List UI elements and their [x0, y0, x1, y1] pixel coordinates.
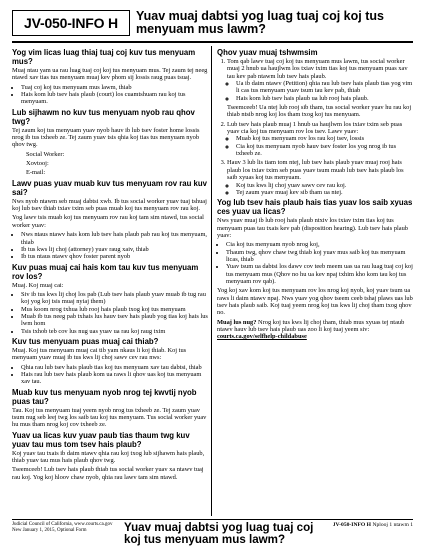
- footer-rule: [12, 519, 413, 520]
- bullet-list: [12, 231, 208, 260]
- list-item: • Ib tus kws lij choj (attorney) yuav raug xaiv, thiab: [21, 246, 208, 253]
- paragraph: Muaj. Koj tus menyuam muaj cai tib yam nkaus li koj thiab. Koj tus menyuam yuav muaj ib tus kws lij choj sawv cev rau nws:: [12, 346, 187, 362]
- right-column: [217, 46, 413, 343]
- section-heading: Yuav ua licas kuv yuav paub tias thaum twg kuv yuav tau mus tom tsev hais plaub?: [12, 430, 190, 449]
- bullet-list: [227, 182, 413, 197]
- footer-date: New January 1, 2015, Optional Form: [12, 528, 87, 533]
- contact-line: E-mail:: [26, 169, 46, 177]
- footer-title: Yuav muaj dabtsi yog luag tuaj coj koj tus menyuam mus lawm?: [124, 521, 314, 546]
- list-item: • Mus koom nrog txhua lub rooj hais plaub txog koj tus menyuam: [21, 306, 208, 313]
- step-item: [227, 58, 413, 119]
- step-text: Lub tsev hais plaub muaj 1 hnub ua haujlwm los txiav txim seb puas yuav cia koj tus menyuam rov los tsev. Lawv yuav:: [227, 120, 403, 136]
- page-header: [12, 10, 413, 42]
- self-help-link[interactable]: courts.ca.gov/selfhelp-childabuse: [217, 333, 307, 341]
- bullet-list: [12, 291, 208, 335]
- paragraph: Nws nyob ntawm seb muaj dabtsi xwb. Ib tus social worker yuav tuaj tshuaj koj lub tsev thiab txiav txim seb puas muab koj tus menyuam rov rau koj.: [12, 197, 207, 213]
- questions-paragraph: [217, 319, 413, 341]
- list-item: ◦ Cia koj tus menyuam nyob hauv tsev foster los yog nrog ib tus txheeb ze.: [236, 143, 413, 158]
- list-item: • Qhia rau lub tsev hais plaub tias koj tus menyuam xav tau dabtsi, thiab: [21, 364, 208, 371]
- section-heading: Kuv tus menyuam puas muaj cai thiab?: [12, 336, 159, 346]
- section-heading: Lub sijhawm no kuv tus menyuam nyob rau qhov twg?: [12, 107, 195, 126]
- bullet-list: [12, 84, 208, 106]
- paragraph: Koj yuav tau txais ib daim ntawv qhia rau koj txog lub sijhawm hais plaub, thiab yuav tau mus hais plaub qhov twg.: [12, 449, 205, 465]
- contact-line: Xovtooj:: [26, 160, 49, 168]
- list-item: • Nws ntaus ntawv hais kom lub tsev hais plaub pab rau koj tus menyuam, thiab: [21, 231, 208, 246]
- paragraph: Nws yuav muaj ib lub rooj hais plaub ntxiv los txiav txim tias koj tus menyuam puas tau txais kev pab (disposition hearing). Lub tsev hais plaub yuav:: [217, 217, 408, 239]
- paragraph: Muaj. Koj muaj cai:: [12, 281, 64, 289]
- list-item: • Tsis txhob teb cov lus nug uas yuav ua rau koj raug txim: [21, 328, 208, 335]
- list-item: • Thaum twg, qhov chaw twg thiab koj yuav mus saib koj tus menyuam licas, thiab: [226, 249, 413, 264]
- bullet-list: [217, 241, 413, 285]
- bullet-list: [12, 364, 208, 386]
- list-item: • Siv ib tus kws lij choj los pab (Lub tsev hais plaub yuav muab ib tug rau koj yog koj tsis muaj nyiaj them): [21, 291, 208, 306]
- paragraph: Tseemceeb! Lub tsev hais plaub thiab tus social worker yuav xa ntawv tuaj rau koj. Yog koj hloov chaw nyob, qhia rau lawv tam sim ntawd.: [12, 466, 204, 481]
- step-item: [227, 121, 413, 158]
- questions-label: Muaj lus nug?: [217, 318, 257, 326]
- left-column: [12, 46, 208, 483]
- list-item: • Muab ib tus neeg pab txhais lus hauv tsev hais plaub yog tias koj hais lus lwm hom: [21, 313, 208, 328]
- list-item: ◦ Hais kom lub tsev hais plaub ua lub rooj hais plaub.: [236, 95, 413, 102]
- questions-text: Nrog koj tus kws lij choj tham, thiab mus xyuas tej ntaub ntawv hauv lub tsev hais plaub uas zoo li koj tuaj yeem siv:: [217, 318, 405, 333]
- column-divider: [211, 46, 212, 516]
- footer-page-number: Nplooj 1 ntawm 1: [372, 522, 413, 528]
- form-id-box: JV-050-INFO H: [12, 10, 130, 36]
- list-item: • Tuaj coj koj tus menyuam mus lawm, thiab: [21, 84, 208, 91]
- page-footer: [12, 519, 413, 547]
- bullet-list: [227, 135, 413, 157]
- list-item: ◦ Tej zaum yuav muaj kev sib tham ua ntej.: [236, 189, 413, 196]
- numbered-steps: [217, 58, 413, 196]
- paragraph: Yog koj xav kom koj tus menyuam rov los nrog koj nyob, koj yuav tsum ua raws li daim ntawv npaj. Nws yuav yog qhov tseem ceeb tshaj plaws uas lub tsev hais plaub saib. Koj tuaj yeem nrog koj tus kws lij choj tham txog qhov no.: [217, 287, 413, 317]
- section-heading: Kuv puas muaj cai hais kom tau kuv tus menyuam rov los?: [12, 262, 199, 281]
- contact-line: Social Worker:: [26, 150, 65, 158]
- section-heading: Qhov yuav muaj tshwmsim: [217, 48, 318, 57]
- paragraph: Muaj ntau yam ua rau luag tuaj coj koj tus menyuam mus. Tej zaum tej neeg ntawd xav tias tus menyuam muaj kev phom sij lossis raug puas tsuaj.: [12, 67, 208, 82]
- footer-council: Judicial Council of California, www.courts.ca.gov: [12, 522, 113, 527]
- important-note: Tseemceeb! Ua ntej lub rooj sib tham, tus social worker yuav hu rau koj thiab ntsib nrog koj los tham txog koj tus menyuam.: [227, 104, 412, 119]
- footer-form-id: JV-050-INFO H: [332, 522, 372, 528]
- list-item: ◦ Ua ib daim ntawv (Petition) qhia rau lub tsev hais plaub tias yog vim li cas tus menyuam yuav tsum tau kev pab, thiab: [236, 80, 413, 95]
- list-item: ◦ Muab koj tus menyuam rov los rau koj tsev, lossis: [236, 135, 413, 142]
- section-heading: Yog lub tsev hais plaub hais tias yuav los saib xyuas ces yuav ua licas?: [217, 198, 413, 217]
- page-title: Yuav muaj dabtsi yog luag tuaj coj koj tus menyuam mus lawm?: [136, 9, 384, 36]
- list-item: • Ib tus ntaus ntawv qhov foster parent nyob: [21, 253, 208, 260]
- list-item: • Cia koj tus menyuam nyob nrog koj,: [226, 241, 413, 248]
- section-heading: Muab kuv tus menyuam nyob nrog tej kwvtij nyob puas tau?: [12, 387, 197, 406]
- bullet-list: [227, 80, 413, 102]
- footer-page-info: [333, 522, 413, 529]
- list-item: • Hais rau lub tsev hais plaub kom ua raws li qhov uas koj tus menyuam xav tau.: [21, 371, 208, 386]
- paragraph: Yog lawv tsis muab koj tus menyuam rov rau koj tam sim ntawd, tus social worker yuav:: [12, 214, 204, 229]
- header-rule: [12, 41, 413, 43]
- section-heading: Lawv puas yuav muab kuv tus menyuam rov rau kuv sai?: [12, 178, 207, 197]
- step-text: Tom qab lawv tuaj coj koj tus menyuam mus lawm, tus social worker muaj 2 hnub ua haujlwm los txiav txim tias koj tus menyuam puas xav tau kev pab ntawm lub tsev hais plaub.: [227, 58, 408, 80]
- list-item: • Yuav tsum ua dabtsi los dawv cov teeb meem uas ua rau luag tuaj coj koj tus menyuam mus (Qhov no hu ua kev npaj txhim kho kom tau koj tus menyuam rov qab).: [226, 263, 413, 285]
- step-text: Hauv 3 lub lis tiam tom ntej, lub tsev hais plaub yuav muaj rooj hais plaub los txiav txim seb puas yuav tsum muab lub tsev hais plaub los saib xyuas koj tus menyuam.: [227, 159, 404, 182]
- list-item: ◦ Koj tus kws lij choj yuav sawv cev rau koj.: [236, 182, 413, 189]
- list-item: • Hais kom lub tsev hais plaub (court) los cuamtshuam rau koj tus menyuam.: [21, 91, 208, 106]
- step-item: [227, 159, 413, 196]
- section-heading: Yog vim licas luag thiaj tuaj coj kuv tus menyuam mus?: [12, 48, 196, 66]
- footer-source: [12, 522, 120, 534]
- paragraph: Tau. Koj tus menyuam tuaj yeem nyob nrog tus txheeb ze. Tej zaum yuav tsum nug seb leej twg los saib tau koj tus menyuam. Tus social worker yuav hu mus tham nrog koj cov txheeb ze.: [12, 406, 207, 429]
- paragraph: Tej zaum koj tus menyuam yuav nyob hauv ib lub tsev foster home lossis nrog ib tus txheeb ze. Tej zaum yuav tsis qhia koj tias tus menyuam nyob qhov twg.: [12, 126, 200, 149]
